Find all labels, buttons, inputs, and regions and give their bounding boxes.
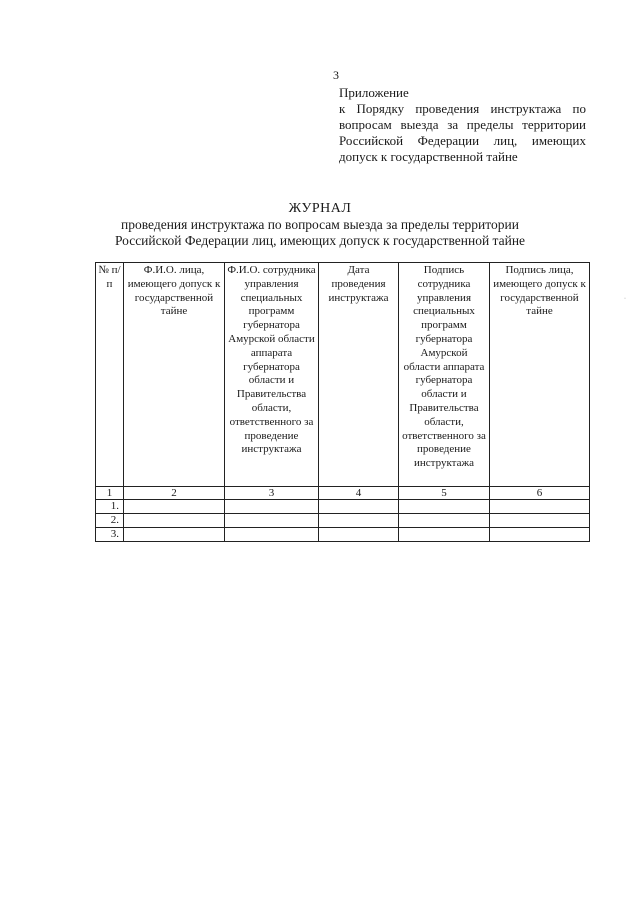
column-number: 4 [319, 487, 399, 500]
appendix-line-1: Приложение [339, 85, 409, 100]
table-cell [490, 514, 590, 528]
table-cell [399, 500, 490, 514]
column-number: 6 [490, 487, 590, 500]
title-block [0, 200, 640, 249]
table-cell [124, 500, 225, 514]
table-cell [124, 528, 225, 542]
column-header-instructor-name: Ф.И.О. сотрудника управления специальных программ губернатора Амурской области аппарата губернатора области и Правительства области, ответственного за проведение инструктажа [225, 263, 319, 487]
scan-speck: · [624, 296, 626, 302]
column-header-person-name: Ф.И.О. лица, имеющего допуск к государственной тайне [124, 263, 225, 487]
column-number: 2 [124, 487, 225, 500]
appendix-line-4: Российской Федерации лиц, имеющих [339, 133, 586, 148]
table-cell [225, 500, 319, 514]
table-cell [490, 528, 590, 542]
document-subtitle-line-1: проведения инструктажа по вопросам выезда за пределы территории [121, 217, 519, 232]
table-cell [319, 500, 399, 514]
column-number: 3 [225, 487, 319, 500]
table-row [96, 500, 590, 514]
appendix-line-5: допуск к государственной тайне [339, 149, 518, 164]
column-number: 1 [96, 487, 124, 500]
row-number: 1. [96, 500, 124, 514]
row-number: 2. [96, 514, 124, 528]
appendix-line-2: к Порядку проведения инструктажа по [339, 101, 586, 116]
table-cell [225, 528, 319, 542]
page-number: 3 [333, 68, 339, 82]
table-row [96, 528, 590, 542]
column-header-number: № п/п [96, 263, 124, 487]
column-header-date: Дата проведения инструктажа [319, 263, 399, 487]
document-subtitle-line-2: Российской Федерации лиц, имеющих допуск к государственной тайне [114, 233, 526, 248]
column-number-row [96, 487, 590, 500]
table-cell [399, 528, 490, 542]
row-number: 3. [96, 528, 124, 542]
appendix-line-3: вопросам выезда за пределы территории [339, 117, 586, 132]
column-header-instructor-signature: Подпись сотрудника управления специальных программ губернатора Амурской области аппарата губернатора области и Правительства области, ответственного за проведение инструктажа [399, 263, 490, 487]
table-cell [490, 500, 590, 514]
table-cell [225, 514, 319, 528]
table-cell [124, 514, 225, 528]
column-header-person-signature: Подпись лица, имеющего допуск к государственной тайне [490, 263, 590, 487]
column-number: 5 [399, 487, 490, 500]
header-row [96, 263, 590, 487]
table-cell [399, 514, 490, 528]
table-cell [319, 514, 399, 528]
document-title: ЖУРНАЛ [288, 201, 352, 216]
journal-table [95, 262, 590, 542]
appendix-note [339, 85, 586, 165]
table-row [96, 514, 590, 528]
table-cell [319, 528, 399, 542]
